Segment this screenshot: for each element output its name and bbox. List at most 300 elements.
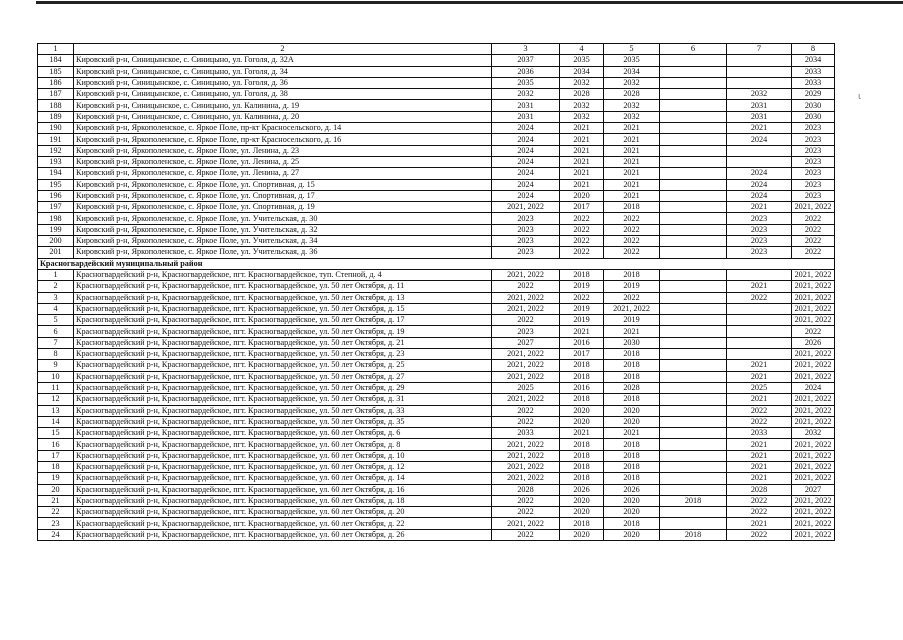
table-row	[38, 382, 835, 393]
table-row	[38, 360, 835, 371]
value-cell: 2021	[560, 326, 604, 337]
value-cell: 2024	[492, 145, 560, 156]
table-row	[38, 179, 835, 190]
value-cell: 2024	[727, 190, 792, 201]
value-cell: 2018	[560, 461, 604, 472]
value-cell	[660, 450, 727, 461]
value-cell: 2022	[560, 224, 604, 235]
table-row	[38, 281, 835, 292]
value-cell: 2022	[492, 281, 560, 292]
value-cell: 2031	[492, 100, 560, 111]
buildings-table	[37, 43, 835, 541]
value-cell: 2035	[604, 55, 660, 66]
value-cell: 2028	[604, 382, 660, 393]
value-cell	[660, 156, 727, 167]
header-cell: 6	[660, 44, 727, 55]
table-row	[38, 224, 835, 235]
value-cell: 5	[38, 315, 74, 326]
value-cell: 2024	[727, 134, 792, 145]
value-cell: 2023	[792, 123, 835, 134]
address-cell: Красногвардейский р-н, Красногвардейское, пгт. Красногвардейское, ул. 50 лет Октября, д. 21	[74, 337, 492, 348]
value-cell: 2021	[604, 168, 660, 179]
value-cell: 184	[38, 55, 74, 66]
value-cell: 2024	[727, 168, 792, 179]
address-cell: Красногвардейский р-н, Красногвардейское, пгт. Красногвардейское, ул. 60 лет Октября, д. 18	[74, 495, 492, 506]
value-cell: 2024	[492, 179, 560, 190]
value-cell: 2022	[560, 247, 604, 258]
value-cell: 2022	[560, 236, 604, 247]
value-cell: 2023	[792, 134, 835, 145]
address-cell: Красногвардейский р-н, Красногвардейское, пгт. Красногвардейское, ул. 50 лет Октября, д. 31	[74, 394, 492, 405]
table-row	[38, 349, 835, 360]
value-cell: 2021	[727, 461, 792, 472]
value-cell: 2021, 2022	[492, 202, 560, 213]
value-cell	[727, 337, 792, 348]
value-cell: 2024	[792, 382, 835, 393]
address-cell: Кировский р-н, Яркополенское, с. Яркое Поле, ул. Спортивная, д. 17	[74, 190, 492, 201]
value-cell	[660, 202, 727, 213]
address-cell: Красногвардейский р-н, Красногвардейское, пгт. Красногвардейское, ул. 60 лет Октября, д. 14	[74, 473, 492, 484]
value-cell	[660, 303, 727, 314]
address-cell: Кировский р-н, Яркополенское, с. Яркое Поле, ул. Учительская, д. 34	[74, 236, 492, 247]
value-cell: 2021	[560, 134, 604, 145]
value-cell: 2035	[492, 77, 560, 88]
table-row	[38, 55, 835, 66]
value-cell: 2021, 2022	[792, 518, 835, 529]
value-cell: 2018	[560, 473, 604, 484]
table-body	[38, 44, 835, 541]
value-cell: 2021, 2022	[492, 360, 560, 371]
value-cell: 2032	[492, 89, 560, 100]
value-cell: 2028	[727, 484, 792, 495]
address-cell: Кировский р-н, Яркополенское, с. Яркое Поле, ул. Ленина, д. 27	[74, 168, 492, 179]
value-cell: 2022	[604, 224, 660, 235]
value-cell: 2022	[727, 495, 792, 506]
value-cell: 2021, 2022	[492, 518, 560, 529]
value-cell: 2031	[492, 111, 560, 122]
address-cell: Красногвардейский р-н, Красногвардейское, пгт. Красногвардейское, туп. Степной, д. 4	[74, 269, 492, 280]
value-cell: 2022	[604, 247, 660, 258]
value-cell: 2021, 2022	[792, 371, 835, 382]
value-cell	[660, 484, 727, 495]
value-cell: 2021, 2022	[792, 360, 835, 371]
value-cell: 2021, 2022	[792, 281, 835, 292]
value-cell	[660, 190, 727, 201]
value-cell: 2019	[604, 315, 660, 326]
value-cell: 2021, 2022	[492, 461, 560, 472]
value-cell	[660, 66, 727, 77]
value-cell: 2022	[560, 213, 604, 224]
table-row	[38, 507, 835, 518]
address-cell: Кировский р-н, Синицынское, с. Синицыно, ул. Гоголя, д. 38	[74, 89, 492, 100]
value-cell: 2021	[560, 123, 604, 134]
value-cell: 2018	[604, 394, 660, 405]
address-cell: Красногвардейский р-н, Красногвардейское, пгт. Красногвардейское, ул. 50 лет Октября, д. 29	[74, 382, 492, 393]
value-cell: 2021	[604, 156, 660, 167]
value-cell	[660, 349, 727, 360]
value-cell: 2021, 2022	[492, 292, 560, 303]
value-cell: 2021, 2022	[792, 394, 835, 405]
value-cell	[660, 236, 727, 247]
value-cell: 2021, 2022	[792, 439, 835, 450]
value-cell	[660, 213, 727, 224]
scan-speck: ι	[858, 92, 862, 102]
value-cell: 2022	[492, 529, 560, 540]
table-row	[38, 156, 835, 167]
value-cell: 2020	[560, 190, 604, 201]
value-cell	[660, 416, 727, 427]
address-cell: Красногвардейский р-н, Красногвардейское, пгт. Красногвардейское, ул. 50 лет Октября, д. 13	[74, 292, 492, 303]
value-cell	[660, 326, 727, 337]
value-cell: 200	[38, 236, 74, 247]
value-cell: 2021	[604, 326, 660, 337]
value-cell: 190	[38, 123, 74, 134]
value-cell	[660, 473, 727, 484]
value-cell: 2021, 2022	[792, 495, 835, 506]
value-cell: 2019	[560, 315, 604, 326]
value-cell: 2022	[792, 326, 835, 337]
value-cell: 196	[38, 190, 74, 201]
value-cell: 2022	[492, 416, 560, 427]
value-cell	[660, 507, 727, 518]
table-row	[38, 371, 835, 382]
value-cell: 2032	[727, 89, 792, 100]
value-cell: 2020	[560, 495, 604, 506]
address-cell: Красногвардейский р-н, Красногвардейское, пгт. Красногвардейское, ул. 60 лет Октября, д. 16	[74, 484, 492, 495]
value-cell: 2018	[604, 450, 660, 461]
value-cell	[660, 281, 727, 292]
value-cell	[660, 337, 727, 348]
value-cell: 2023	[492, 224, 560, 235]
value-cell	[727, 315, 792, 326]
address-cell: Кировский р-н, Яркополенское, с. Яркое Поле, ул. Учительская, д. 30	[74, 213, 492, 224]
value-cell	[660, 439, 727, 450]
address-cell: Кировский р-н, Синицынское, с. Синицыно, ул. Гоголя, д. 32А	[74, 55, 492, 66]
value-cell: 2027	[492, 337, 560, 348]
address-cell: Кировский р-н, Яркополенское, с. Яркое Поле, ул. Спортивная, д. 15	[74, 179, 492, 190]
value-cell: 2023	[792, 179, 835, 190]
header-cell: 7	[727, 44, 792, 55]
value-cell: 2023	[727, 236, 792, 247]
table-row	[38, 326, 835, 337]
value-cell: 2021	[604, 123, 660, 134]
value-cell: 2021	[727, 371, 792, 382]
value-cell: 2016	[560, 382, 604, 393]
table-row	[38, 213, 835, 224]
value-cell	[727, 77, 792, 88]
value-cell: 2032	[560, 111, 604, 122]
value-cell: 2020	[604, 416, 660, 427]
value-cell: 2021, 2022	[792, 507, 835, 518]
value-cell: 2021, 2022	[792, 349, 835, 360]
value-cell: 19	[38, 473, 74, 484]
value-cell: 2021, 2022	[792, 269, 835, 280]
value-cell	[727, 326, 792, 337]
value-cell: 2021, 2022	[604, 303, 660, 314]
address-cell: Кировский р-н, Синицынское, с. Синицыно, ул. Гоголя, д. 36	[74, 77, 492, 88]
value-cell: 2	[38, 281, 74, 292]
address-cell: Красногвардейский р-н, Красногвардейское, пгт. Красногвардейское, ул. 60 лет Октября, д. 12	[74, 461, 492, 472]
value-cell: 2032	[604, 111, 660, 122]
address-cell: Красногвардейский р-н, Красногвардейское, пгт. Красногвардейское, ул. 60 лет Октября, д. 20	[74, 507, 492, 518]
value-cell: 188	[38, 100, 74, 111]
value-cell: 2021, 2022	[492, 473, 560, 484]
value-cell: 20	[38, 484, 74, 495]
value-cell: 2021	[560, 168, 604, 179]
value-cell: 2022	[727, 405, 792, 416]
address-cell: Красногвардейский р-н, Красногвардейское, пгт. Красногвардейское, ул. 50 лет Октября, д. 33	[74, 405, 492, 416]
value-cell: 2024	[727, 179, 792, 190]
value-cell	[660, 405, 727, 416]
address-cell: Красногвардейский р-н, Красногвардейское, пгт. Красногвардейское, ул. 50 лет Октября, д. 23	[74, 349, 492, 360]
value-cell	[727, 156, 792, 167]
value-cell: 2022	[492, 315, 560, 326]
value-cell: 192	[38, 145, 74, 156]
value-cell: 197	[38, 202, 74, 213]
table-row	[38, 473, 835, 484]
value-cell: 2021, 2022	[792, 450, 835, 461]
value-cell: 2031	[727, 111, 792, 122]
value-cell: 193	[38, 156, 74, 167]
address-cell: Красногвардейский р-н, Красногвардейское, пгт. Красногвардейское, ул. 60 лет Октября, д. 22	[74, 518, 492, 529]
table-row	[38, 247, 835, 258]
value-cell: 2028	[492, 484, 560, 495]
value-cell: 2030	[792, 111, 835, 122]
value-cell	[660, 77, 727, 88]
table-row	[38, 439, 835, 450]
value-cell: 16	[38, 439, 74, 450]
value-cell: 2021	[604, 190, 660, 201]
table-row	[38, 405, 835, 416]
value-cell: 2020	[604, 405, 660, 416]
header-cell: 1	[38, 44, 74, 55]
value-cell: 2028	[604, 89, 660, 100]
address-cell: Красногвардейский р-н, Красногвардейское, пгт. Красногвардейское, ул. 50 лет Октября, д. 25	[74, 360, 492, 371]
value-cell: 2022	[604, 213, 660, 224]
value-cell	[660, 518, 727, 529]
table-row	[38, 134, 835, 145]
value-cell: 2021	[604, 179, 660, 190]
address-cell: Кировский р-н, Яркополенское, с. Яркое Поле, пр-кт Красносельского, д. 14	[74, 123, 492, 134]
table-row	[38, 66, 835, 77]
value-cell: 2034	[604, 66, 660, 77]
value-cell: 191	[38, 134, 74, 145]
table-row	[38, 190, 835, 201]
value-cell: 21	[38, 495, 74, 506]
value-cell: 2022	[727, 292, 792, 303]
value-cell: 2018	[560, 371, 604, 382]
value-cell: 2018	[560, 394, 604, 405]
value-cell: 1	[38, 269, 74, 280]
value-cell: 2018	[604, 269, 660, 280]
value-cell	[727, 269, 792, 280]
table-row	[38, 315, 835, 326]
address-cell: Кировский р-н, Яркополенское, с. Яркое Поле, ул. Ленина, д. 23	[74, 145, 492, 156]
value-cell: 2021, 2022	[792, 473, 835, 484]
value-cell: 2024	[492, 123, 560, 134]
value-cell: 7	[38, 337, 74, 348]
value-cell: 2018	[604, 461, 660, 472]
value-cell: 2034	[560, 66, 604, 77]
value-cell: 2020	[560, 416, 604, 427]
value-cell: 2021	[727, 123, 792, 134]
value-cell: 2020	[560, 507, 604, 518]
value-cell: 187	[38, 89, 74, 100]
table-row	[38, 145, 835, 156]
table-row	[38, 202, 835, 213]
value-cell: 2021, 2022	[492, 269, 560, 280]
value-cell: 2021, 2022	[492, 303, 560, 314]
table-row	[38, 168, 835, 179]
value-cell: 2021, 2022	[792, 315, 835, 326]
value-cell: 2020	[604, 529, 660, 540]
value-cell: 2031	[727, 100, 792, 111]
value-cell: 2021, 2022	[492, 349, 560, 360]
value-cell: 2016	[560, 337, 604, 348]
value-cell: 2033	[792, 77, 835, 88]
value-cell: 2028	[560, 89, 604, 100]
value-cell: 2033	[792, 66, 835, 77]
value-cell: 8	[38, 349, 74, 360]
value-cell: 2032	[560, 100, 604, 111]
address-cell: Кировский р-н, Яркополенское, с. Яркое Поле, ул. Учительская, д. 32	[74, 224, 492, 235]
value-cell: 2032	[604, 77, 660, 88]
value-cell: 2021, 2022	[792, 529, 835, 540]
value-cell: 2032	[560, 77, 604, 88]
value-cell: 2021	[604, 134, 660, 145]
value-cell: 2018	[604, 518, 660, 529]
value-cell: 14	[38, 416, 74, 427]
header-cell: 2	[74, 44, 492, 55]
value-cell: 195	[38, 179, 74, 190]
table-row	[38, 416, 835, 427]
value-cell	[727, 303, 792, 314]
value-cell: 2021	[727, 394, 792, 405]
value-cell: 2030	[604, 337, 660, 348]
value-cell: 2021, 2022	[492, 394, 560, 405]
value-cell: 2022	[792, 247, 835, 258]
value-cell: 2033	[492, 428, 560, 439]
value-cell: 22	[38, 507, 74, 518]
address-cell: Красногвардейский р-н, Красногвардейское, пгт. Красногвардейское, ул. 50 лет Октября, д. 11	[74, 281, 492, 292]
value-cell	[660, 247, 727, 258]
value-cell: 194	[38, 168, 74, 179]
header-cell: 8	[792, 44, 835, 55]
value-cell	[660, 292, 727, 303]
value-cell: 2023	[492, 247, 560, 258]
value-cell: 2018	[604, 202, 660, 213]
value-cell: 2018	[560, 439, 604, 450]
value-cell: 2022	[492, 507, 560, 518]
value-cell: 2023	[727, 247, 792, 258]
table-row	[38, 394, 835, 405]
value-cell: 201	[38, 247, 74, 258]
value-cell: 6	[38, 326, 74, 337]
value-cell: 3	[38, 292, 74, 303]
value-cell: 2021, 2022	[792, 461, 835, 472]
value-cell	[660, 394, 727, 405]
value-cell	[660, 123, 727, 134]
value-cell	[660, 315, 727, 326]
value-cell: 2025	[492, 382, 560, 393]
value-cell: 2018	[604, 349, 660, 360]
value-cell: 2024	[492, 168, 560, 179]
value-cell: 2022	[727, 507, 792, 518]
header-cell: 3	[492, 44, 560, 55]
value-cell: 2018	[604, 439, 660, 450]
value-cell: 11	[38, 382, 74, 393]
value-cell: 2023	[792, 190, 835, 201]
table-row	[38, 123, 835, 134]
value-cell: 2027	[792, 484, 835, 495]
value-cell: 2019	[560, 303, 604, 314]
address-cell: Кировский р-н, Синицынское, с. Синицыно, ул. Калинина, д. 20	[74, 111, 492, 122]
value-cell: 2026	[604, 484, 660, 495]
header-cell: 5	[604, 44, 660, 55]
value-cell: 2018	[660, 529, 727, 540]
value-cell	[660, 89, 727, 100]
value-cell: 2025	[727, 382, 792, 393]
value-cell: 13	[38, 405, 74, 416]
value-cell: 23	[38, 518, 74, 529]
value-cell	[660, 168, 727, 179]
section-row	[38, 258, 835, 269]
value-cell: 2021	[727, 360, 792, 371]
document-page	[37, 43, 835, 541]
address-cell: Красногвардейский р-н, Красногвардейское, пгт. Красногвардейское, ул. 60 лет Октября, д. 10	[74, 450, 492, 461]
value-cell: 2018	[660, 495, 727, 506]
value-cell	[727, 66, 792, 77]
value-cell: 2021, 2022	[792, 303, 835, 314]
value-cell: 2035	[560, 55, 604, 66]
value-cell: 2018	[604, 360, 660, 371]
value-cell: 2026	[560, 484, 604, 495]
value-cell: 2022	[727, 529, 792, 540]
table-row	[38, 337, 835, 348]
value-cell	[660, 179, 727, 190]
value-cell: 2021	[727, 281, 792, 292]
value-cell: 9	[38, 360, 74, 371]
value-cell: 2032	[604, 100, 660, 111]
table-row	[38, 484, 835, 495]
value-cell: 2021	[604, 145, 660, 156]
address-cell: Красногвардейский р-н, Красногвардейское, пгт. Красногвардейское, ул. 50 лет Октября, д. 35	[74, 416, 492, 427]
table-row	[38, 461, 835, 472]
value-cell	[660, 100, 727, 111]
value-cell	[660, 269, 727, 280]
table-row	[38, 495, 835, 506]
value-cell: 2020	[560, 405, 604, 416]
value-cell: 2023	[727, 224, 792, 235]
value-cell: 2030	[792, 100, 835, 111]
address-cell: Красногвардейский р-н, Красногвардейское, пгт. Красногвардейское, ул. 60 лет Октября, д. 26	[74, 529, 492, 540]
value-cell	[660, 371, 727, 382]
value-cell	[727, 349, 792, 360]
address-cell: Кировский р-н, Яркополенское, с. Яркое Поле, ул. Ленина, д. 25	[74, 156, 492, 167]
section-title: Красногвардейский муниципальный район	[38, 258, 835, 269]
table-row	[38, 529, 835, 540]
value-cell: 2018	[560, 360, 604, 371]
value-cell: 2021, 2022	[492, 439, 560, 450]
address-cell: Красногвардейский р-н, Красногвардейское, пгт. Красногвардейское, ул. 60 лет Октября, д. 8	[74, 439, 492, 450]
header-cell: 4	[560, 44, 604, 55]
address-cell: Кировский р-н, Яркополенское, с. Яркое Поле, ул. Учительская, д. 36	[74, 247, 492, 258]
value-cell	[660, 111, 727, 122]
address-cell: Кировский р-н, Яркополенское, с. Яркое Поле, пр-кт Красносельского, д. 16	[74, 134, 492, 145]
value-cell: 2018	[560, 518, 604, 529]
value-cell: 198	[38, 213, 74, 224]
address-cell: Красногвардейский р-н, Красногвардейское, пгт. Красногвардейское, ул. 50 лет Октября, д. 19	[74, 326, 492, 337]
